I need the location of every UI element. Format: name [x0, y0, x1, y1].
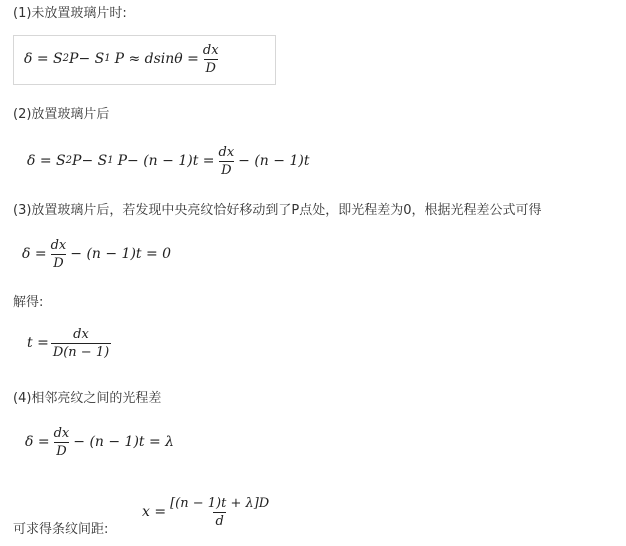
equation-5 — [25, 424, 174, 460]
eq4-numerator: dx — [73, 326, 89, 342]
eq2-rest: P− (n − 1)t = — [117, 153, 215, 169]
step-1-text: (1)未放置玻璃片时: — [13, 6, 127, 21]
eq2-mid: P− S — [72, 153, 108, 169]
step-6-text: 可求得条纹间距: — [13, 522, 109, 537]
eq1-denominator: D — [205, 60, 216, 76]
eq1-mid: P− S — [69, 51, 105, 67]
eq1-rest: P ≈ dsinθ = — [114, 51, 199, 67]
eq6-denominator: d — [215, 513, 224, 529]
eq4-fraction — [51, 327, 111, 360]
eq6-numerator: [(n − 1)t + λ]D — [170, 495, 270, 511]
eq2-fraction — [217, 145, 237, 178]
eq5-fraction — [52, 426, 72, 459]
eq2-denominator: D — [221, 162, 232, 178]
eq1-lhs: δ = S — [24, 51, 63, 67]
eq3-lhs: δ = — [22, 246, 47, 262]
eq6-fraction — [168, 496, 271, 529]
eq5-numerator: dx — [53, 425, 70, 441]
step-3-text: (3)放置玻璃片后，若发现中央亮纹恰好移动到了P点处，即光程差为0，根据光程差公式可得 — [13, 203, 542, 218]
eq3-tail: − (n − 1)t = 0 — [70, 246, 172, 262]
equation-6 — [142, 494, 273, 530]
eq5-lhs: δ = — [25, 434, 50, 450]
equation-1: δ = S 2 P− S 1 P ≈ dsinθ = $\frac{dx}{D}$ — [24, 42, 219, 76]
step-2-text: (2)放置玻璃片后 — [13, 107, 110, 122]
eq3-numerator: dx — [50, 237, 67, 253]
equation-2: δ = S 2 P− S 1 P− (n − 1)t = $\frac{dx}{D}$ − (n − 1)t — [27, 144, 310, 178]
step-4-text: 解得: — [13, 295, 44, 310]
equation-3 — [22, 236, 171, 272]
eq2-lhs: δ = S — [27, 153, 66, 169]
step-5-text: (4)相邻亮纹之间的光程差 — [13, 391, 162, 406]
eq5-denominator: D — [56, 443, 67, 459]
eq3-fraction — [49, 238, 69, 271]
eq4-lhs: t = — [27, 335, 49, 351]
eq5-tail: − (n − 1)t = λ — [73, 434, 175, 450]
eq2-numerator: dx — [218, 144, 235, 160]
eq4-denominator: D(n − 1) — [52, 344, 110, 360]
eq1-fraction — [201, 43, 221, 76]
eq3-denominator: D — [53, 255, 64, 271]
eq6-lhs: x = — [142, 504, 167, 520]
equation-4 — [27, 325, 113, 361]
eq2-tail: − (n − 1)t — [238, 153, 310, 169]
eq1-numerator: dx — [202, 42, 219, 58]
